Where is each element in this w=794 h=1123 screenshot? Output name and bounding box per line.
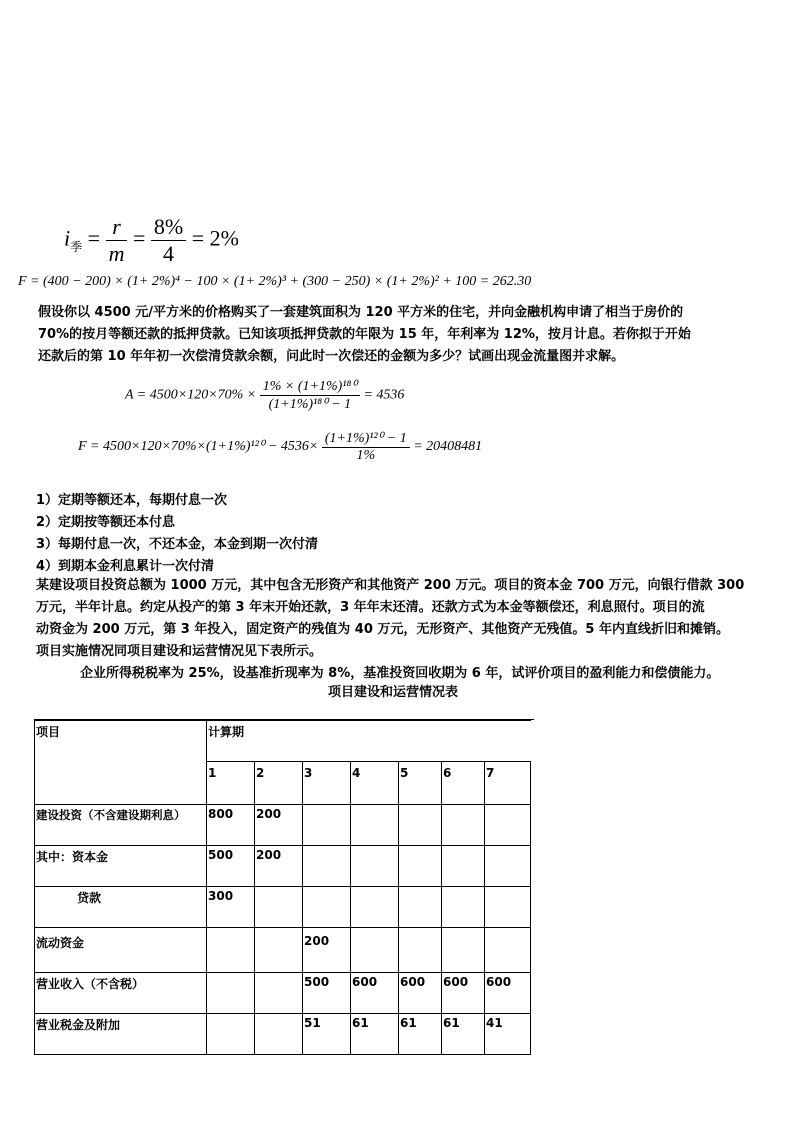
fraction-annuity — [260, 378, 360, 413]
formula-eq: = — [132, 225, 146, 251]
row-cell: 500 — [303, 973, 351, 1014]
row-cell — [485, 928, 531, 973]
row-cell: 500 — [207, 846, 255, 887]
row-cell — [485, 805, 531, 846]
header-period: 计算期 — [207, 721, 531, 762]
row-cell — [442, 928, 485, 973]
row-cell: 600 — [351, 973, 399, 1014]
fraction-den: 1% — [356, 448, 376, 463]
fraction-den: (1+1%)¹⁸⁰ − 1 — [268, 397, 352, 412]
row-label: 建设投资（不含建设期利息） — [35, 805, 207, 846]
problem-1-text — [38, 302, 691, 368]
table-title: 项目建设和运营情况表 — [328, 685, 459, 700]
formula-balance — [78, 430, 482, 464]
row-cell — [255, 1014, 303, 1055]
row-cell: 200 — [255, 805, 303, 846]
row-cell — [399, 805, 442, 846]
formula-lhs: F = 4500×120×70%×(1+1%)¹²⁰ − 4536× — [78, 439, 319, 455]
row-cell — [207, 1014, 255, 1055]
row-cell — [207, 928, 255, 973]
row-label: 贷款 — [35, 887, 207, 928]
row-cell: 800 — [207, 805, 255, 846]
problem-2-text — [36, 575, 744, 685]
formula-eq: = — [87, 225, 101, 251]
row-cell — [255, 887, 303, 928]
period-cell: 7 — [485, 762, 531, 805]
option-item: 4）到期本金利息累计一次付清 — [36, 559, 215, 574]
row-cell — [303, 887, 351, 928]
row-label: 营业税金及附加 — [35, 1014, 207, 1055]
table-row — [35, 928, 531, 973]
text-line: 万元，半年计息。约定从投产的第 3 年末开始还款，3 年年末还清。还款方式为本金等额偿还，利息照付。项目的流 — [36, 600, 705, 615]
fraction-den: 4 — [163, 241, 175, 266]
period-cell: 2 — [255, 762, 303, 805]
row-cell: 61 — [351, 1014, 399, 1055]
fraction-rate — [151, 214, 186, 267]
row-cell — [351, 846, 399, 887]
option-item: 3）每期付息一次，不还本金，本金到期一次付清 — [36, 537, 319, 552]
table-row — [35, 1014, 531, 1055]
row-cell: 61 — [399, 1014, 442, 1055]
row-cell: 200 — [255, 846, 303, 887]
fraction-num: 1% × (1+1%)¹⁸⁰ — [260, 378, 360, 396]
row-cell — [485, 887, 531, 928]
row-cell — [485, 846, 531, 887]
row-cell — [442, 887, 485, 928]
table-row — [35, 805, 531, 846]
fraction-num: 8% — [151, 214, 186, 241]
fraction-num: (1+1%)¹²⁰ − 1 — [322, 430, 410, 448]
row-cell — [351, 887, 399, 928]
row-cell — [442, 805, 485, 846]
fraction-r-m — [106, 214, 128, 267]
formula-lhs-sub: 季 — [70, 239, 83, 254]
text-line: 企业所得税税率为 25%，设基准折现率为 8%，基准投资回收期为 6 年，试评价项目的盈利能力和偿债能力。 — [80, 666, 720, 681]
table-row — [35, 846, 531, 887]
fraction-balance — [322, 430, 410, 464]
row-cell: 61 — [442, 1014, 485, 1055]
row-cell: 600 — [399, 973, 442, 1014]
formula-quarter-rate — [64, 214, 239, 267]
row-label: 营业收入（不含税） — [35, 973, 207, 1014]
row-cell — [351, 805, 399, 846]
fraction-den: m — [108, 241, 125, 266]
formula-lhs: A = 4500×120×70% × — [125, 387, 257, 403]
table-row — [35, 973, 531, 1014]
text-line: 还款后的第 10 年年初一次偿清贷款余额，问此时一次偿还的金额为多少？试画出现金流量图并求解。 — [38, 349, 625, 364]
text-line: 动资金为 200 万元，第 3 年投入，固定资产的残值为 40 万元，无形资产、其他资产无残值。5 年内直线折旧和摊销。 — [36, 622, 729, 637]
row-label: 流动资金 — [35, 928, 207, 973]
row-cell: 41 — [485, 1014, 531, 1055]
fraction-num: r — [106, 214, 128, 241]
row-cell — [255, 928, 303, 973]
row-cell — [399, 846, 442, 887]
text-line: 某建设项目投资总额为 1000 万元，其中包含无形资产和其他资产 200 万元。项目的资本金 700 万元，向银行借款 300 — [36, 578, 745, 593]
period-cell: 1 — [207, 762, 255, 805]
row-cell — [303, 805, 351, 846]
row-cell — [207, 973, 255, 1014]
row-cell — [399, 928, 442, 973]
formula-lhs: i — [64, 225, 71, 251]
row-label: 其中：资本金 — [35, 846, 207, 887]
row-cell: 51 — [303, 1014, 351, 1055]
period-cell: 5 — [399, 762, 442, 805]
row-cell — [255, 973, 303, 1014]
option-item: 1）定期等额还本，每期付息一次 — [36, 493, 228, 508]
project-table — [34, 720, 531, 1055]
formula-annuity — [125, 378, 404, 413]
row-cell: 200 — [303, 928, 351, 973]
text-line: 假设你以 4500 元/平方米的价格购买了一套建筑面积为 120 平方米的住宅，并向金融机构申请了相当于房价的 — [38, 305, 684, 320]
header-item: 项目 — [35, 721, 207, 805]
text-line: 70%的按月等额还款的抵押贷款。已知该项抵押贷款的年限为 15 年，年利率为 12%，按月计息。若你拟于开始 — [38, 327, 691, 342]
row-cell: 300 — [207, 887, 255, 928]
row-cell: 600 — [442, 973, 485, 1014]
period-cell: 4 — [351, 762, 399, 805]
formula-future-value: F = (400 − 200) × (1+ 2%)⁴ − 100 × (1+ 2%)³ + (300 − 250) × (1+ 2%)² + 100 = 262.30 — [18, 274, 532, 289]
formula-result: = 4536 — [363, 387, 405, 403]
row-cell — [399, 887, 442, 928]
formula-result: = 20408481 — [413, 439, 483, 455]
period-cell: 6 — [442, 762, 485, 805]
row-cell: 600 — [485, 973, 531, 1014]
option-item: 2）定期按等额还本付息 — [36, 515, 176, 530]
repayment-options — [36, 490, 318, 578]
period-cell: 3 — [303, 762, 351, 805]
row-cell — [442, 846, 485, 887]
text-line: 项目实施情况同项目建设和运营情况见下表所示。 — [36, 644, 323, 659]
row-cell — [303, 846, 351, 887]
row-cell — [351, 928, 399, 973]
table-row — [35, 887, 531, 928]
formula-result: = 2% — [191, 225, 239, 251]
